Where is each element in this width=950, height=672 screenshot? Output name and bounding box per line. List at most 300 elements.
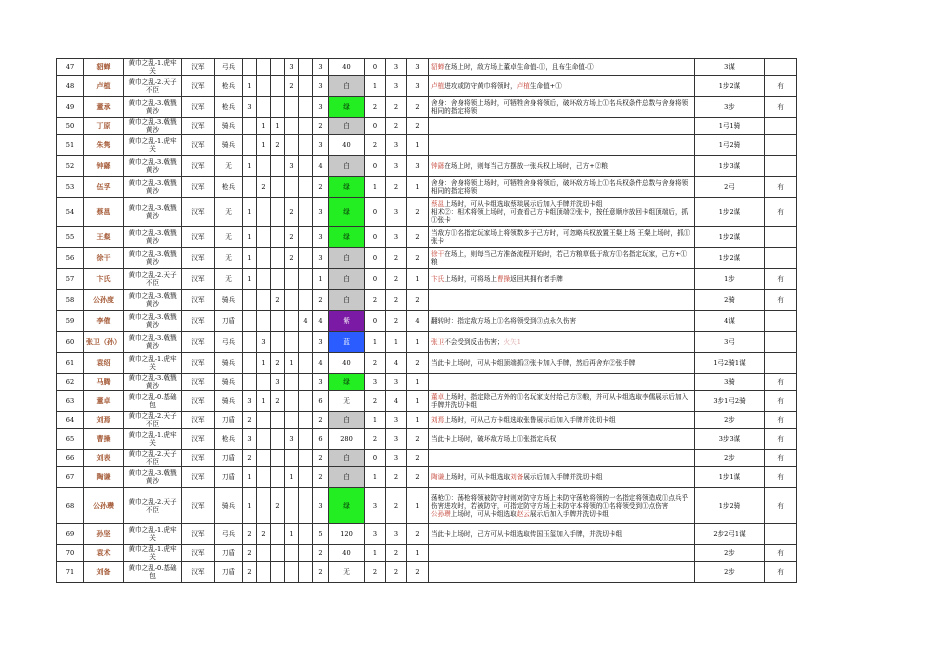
general-name: 刘备 (84, 562, 124, 583)
general-name: 卞氏 (84, 269, 124, 290)
cost-archer: 1 (257, 353, 271, 374)
cost-summary: 3谋 (695, 59, 765, 76)
stat-2: 2 (386, 177, 407, 198)
attack-value: 3 (313, 198, 329, 227)
stat-2: 2 (386, 97, 407, 118)
stat-3: 3 (407, 76, 429, 97)
availability-mark (765, 524, 797, 545)
stat-2: 2 (386, 488, 407, 524)
skill-segment: 展示后加入手牌并洗切卡组 (523, 473, 603, 481)
skill-text (429, 290, 695, 311)
cost-summary: 1弓2骑1谋 (695, 353, 765, 374)
stat-1: 2 (365, 562, 386, 583)
cost-archer (257, 97, 271, 118)
stat-1: 0 (365, 118, 386, 135)
stat-3: 2 (407, 198, 429, 227)
cost-archer (257, 450, 271, 467)
skill-text (429, 562, 695, 583)
cost-infantry: 2 (243, 412, 257, 429)
stat-1: 2 (365, 97, 386, 118)
attack-value: 2 (313, 177, 329, 198)
skill-segment: 在场上时，则每当己方摆放一张兵权上场时，己方+②粮 (444, 162, 608, 170)
table-row (57, 429, 797, 450)
skill-segment: 上场时，可从己方卡组选取张鲁展示后加入手牌并洗切卡组 (444, 416, 616, 424)
table-row (57, 97, 797, 118)
color-cell: 120 (329, 524, 365, 545)
stat-3: 2 (407, 450, 429, 467)
unit-type: 刀盾 (215, 545, 243, 562)
stat-1: 2 (365, 429, 386, 450)
table-row (57, 177, 797, 198)
cost-summary: 1步2骑 (695, 488, 765, 524)
color-cell: 白 (329, 118, 365, 135)
availability-mark: 有 (765, 412, 797, 429)
stat-1: 2 (365, 290, 386, 311)
cost-summary: 3步1弓2骑 (695, 391, 765, 412)
stat-3: 1 (407, 177, 429, 198)
stat-1: 0 (365, 156, 386, 177)
cost-strategy (285, 118, 299, 135)
cost-archer (257, 248, 271, 269)
cost-strategy: 2 (285, 248, 299, 269)
stat-3: 1 (407, 374, 429, 391)
cost-archer (257, 467, 271, 488)
faction-cell: 汉军 (182, 353, 215, 374)
color-cell: 绿 (329, 177, 365, 198)
cost-archer (257, 374, 271, 391)
attack-value: 3 (313, 227, 329, 248)
stat-1: 2 (365, 353, 386, 374)
unit-type: 无 (215, 227, 243, 248)
stat-3: 1 (407, 332, 429, 353)
row-number: 49 (57, 97, 84, 118)
stat-1: 1 (365, 467, 386, 488)
general-name: 董卓 (84, 391, 124, 412)
color-cell: 40 (329, 353, 365, 374)
cost-cavalry (271, 311, 285, 332)
cost-other (299, 412, 313, 429)
attack-value: 2 (313, 467, 329, 488)
stat-3: 2 (407, 524, 429, 545)
availability-mark: 有 (765, 269, 797, 290)
cost-archer (257, 311, 271, 332)
cost-strategy (285, 562, 299, 583)
attack-value: 6 (313, 391, 329, 412)
cost-summary: 2步 (695, 545, 765, 562)
cost-other (299, 374, 313, 391)
pack-name: 黄巾之乱-3.戟戮黄沙 (124, 290, 182, 311)
row-number: 61 (57, 353, 84, 374)
stat-1: 0 (365, 227, 386, 248)
color-cell: 40 (329, 135, 365, 156)
availability-mark: 有 (765, 450, 797, 467)
skill-segment: 不会受到反击伤害； (444, 338, 504, 346)
skill-text (429, 332, 695, 353)
pack-name: 黄巾之乱-3.戟戮黄沙 (124, 177, 182, 198)
general-name: 刘焉 (84, 412, 124, 429)
cost-cavalry (271, 545, 285, 562)
faction-cell: 汉军 (182, 429, 215, 450)
general-name: 曹操 (84, 429, 124, 450)
general-name: 卢植 (84, 76, 124, 97)
stat-2: 2 (386, 269, 407, 290)
table-row (57, 562, 797, 583)
attack-value: 2 (313, 412, 329, 429)
stat-1: 0 (365, 450, 386, 467)
cost-archer: 1 (257, 391, 271, 412)
stat-3: 1 (407, 412, 429, 429)
pack-name: 黄巾之乱-3.戟戮黄沙 (124, 332, 182, 353)
attack-value: 1 (313, 269, 329, 290)
skill-segment: 卢植 (431, 82, 445, 90)
skill-segment: 荡枪①：荡枪将领被防守时则对防守方场上未防守荡枪将领的一名指定将领造成①点兵乎伤害进攻时，若被防守，可指定防守方场上未防守本将领的①名将领受到①点伤害 (431, 493, 689, 510)
cost-archer: 1 (257, 118, 271, 135)
skill-segment: 张卫 (431, 338, 445, 346)
stat-1: 1 (365, 412, 386, 429)
stat-2: 3 (386, 135, 407, 156)
attack-value: 4 (313, 311, 329, 332)
cost-cavalry: 2 (271, 353, 285, 374)
stat-2: 2 (386, 545, 407, 562)
table-row (57, 290, 797, 311)
faction-cell: 汉军 (182, 524, 215, 545)
cost-summary: 3步 (695, 97, 765, 118)
stat-1: 1 (365, 545, 386, 562)
stat-2: 3 (386, 524, 407, 545)
pack-name: 黄巾之乱-1.虎牢关 (124, 59, 182, 76)
stat-1: 0 (365, 248, 386, 269)
stat-3: 3 (407, 59, 429, 76)
cost-archer (257, 562, 271, 583)
pack-name: 黄巾之乱-3.戟戮黄沙 (124, 374, 182, 391)
color-cell: 白 (329, 412, 365, 429)
availability-mark (765, 311, 797, 332)
attack-value: 2 (313, 450, 329, 467)
availability-mark (765, 353, 797, 374)
cost-strategy (285, 545, 299, 562)
availability-mark: 有 (765, 290, 797, 311)
general-name: 丁原 (84, 118, 124, 135)
cost-other (299, 524, 313, 545)
stat-3: 2 (407, 118, 429, 135)
cost-summary: 1步2谋 (695, 248, 765, 269)
skill-text (429, 545, 695, 562)
row-number: 53 (57, 177, 84, 198)
table-row (57, 269, 797, 290)
cost-archer (257, 488, 271, 524)
pack-name: 黄巾之乱-0.基础包 (124, 562, 182, 583)
skill-segment: 貂蝉 (431, 63, 445, 71)
stat-2: 3 (386, 412, 407, 429)
cost-infantry (243, 177, 257, 198)
availability-mark: 有 (765, 374, 797, 391)
cost-strategy (285, 374, 299, 391)
cost-strategy: 1 (285, 353, 299, 374)
color-cell: 紫 (329, 311, 365, 332)
row-number: 63 (57, 391, 84, 412)
color-cell: 白 (329, 269, 365, 290)
stat-2: 2 (386, 311, 407, 332)
cost-archer (257, 290, 271, 311)
cost-infantry: 1 (243, 269, 257, 290)
pack-name: 黄巾之乱-3.戟戮黄沙 (124, 156, 182, 177)
unit-type: 骑兵 (215, 353, 243, 374)
color-cell: 40 (329, 59, 365, 76)
pack-name: 黄巾之乱-3.戟戮黄沙 (124, 311, 182, 332)
cost-strategy (285, 412, 299, 429)
color-cell: 白 (329, 290, 365, 311)
faction-cell: 汉军 (182, 488, 215, 524)
row-number: 69 (57, 524, 84, 545)
stat-3: 2 (407, 248, 429, 269)
cost-cavalry: 3 (271, 374, 285, 391)
row-number: 50 (57, 118, 84, 135)
cost-summary: 4谋 (695, 311, 765, 332)
unit-type: 枪兵 (215, 177, 243, 198)
attack-value: 2 (313, 545, 329, 562)
general-name: 公孙度 (84, 290, 124, 311)
unit-type: 枪兵 (215, 76, 243, 97)
skill-text (429, 374, 695, 391)
stat-2: 4 (386, 353, 407, 374)
cost-summary: 2步 (695, 412, 765, 429)
general-name: 孙坚 (84, 524, 124, 545)
general-name: 伍孚 (84, 177, 124, 198)
skill-text (429, 488, 695, 524)
cost-strategy (285, 290, 299, 311)
faction-cell: 汉军 (182, 562, 215, 583)
cost-strategy (285, 97, 299, 118)
skill-text (429, 524, 695, 545)
cost-strategy (285, 269, 299, 290)
cost-cavalry (271, 76, 285, 97)
stat-1: 0 (365, 269, 386, 290)
stat-3: 2 (407, 429, 429, 450)
table-row (57, 198, 797, 227)
general-name: 马腾 (84, 374, 124, 391)
unit-type: 骑兵 (215, 374, 243, 391)
availability-mark: 有 (765, 76, 797, 97)
cost-infantry (243, 311, 257, 332)
color-cell: 白 (329, 76, 365, 97)
cost-archer: 2 (257, 524, 271, 545)
cost-cavalry (271, 156, 285, 177)
cost-cavalry (271, 59, 285, 76)
cost-other (299, 135, 313, 156)
color-cell: 绿 (329, 198, 365, 227)
cost-other (299, 227, 313, 248)
skill-text (429, 311, 695, 332)
stat-1: 0 (365, 311, 386, 332)
availability-mark: 有 (765, 467, 797, 488)
cost-archer: 3 (257, 332, 271, 353)
cost-summary: 1步1谋 (695, 467, 765, 488)
cost-archer: 1 (257, 135, 271, 156)
table-row (57, 118, 797, 135)
table-row (57, 467, 797, 488)
skill-text (429, 391, 695, 412)
availability-mark (765, 59, 797, 76)
skill-text (429, 353, 695, 374)
stat-3: 2 (407, 227, 429, 248)
table-row (57, 311, 797, 332)
attack-value: 5 (313, 524, 329, 545)
row-number: 48 (57, 76, 84, 97)
color-cell: 绿 (329, 374, 365, 391)
pack-name: 黄巾之乱-2.天子不臣 (124, 450, 182, 467)
general-name: 公孙瓒 (84, 488, 124, 524)
faction-cell: 汉军 (182, 467, 215, 488)
cost-infantry (243, 59, 257, 76)
stat-1: 3 (365, 488, 386, 524)
attack-value: 4 (313, 353, 329, 374)
pack-name: 黄巾之乱-1.虎牢关 (124, 353, 182, 374)
stat-2: 2 (386, 467, 407, 488)
cost-strategy: 2 (285, 227, 299, 248)
unit-type: 弓兵 (215, 59, 243, 76)
table-row (57, 332, 797, 353)
pack-name: 黄巾之乱-3.戟戮黄沙 (124, 467, 182, 488)
cost-cavalry (271, 269, 285, 290)
skill-segment: 上场时，指定除己方外的①名玩家支付给己方③粮，并可从卡组选取李儒展示后加入手牌并洗切卡组 (431, 393, 689, 409)
skill-text (429, 198, 695, 227)
faction-cell: 汉军 (182, 135, 215, 156)
cost-archer (257, 227, 271, 248)
cost-infantry: 3 (243, 429, 257, 450)
pack-name: 黄巾之乱-2.天子不臣 (124, 269, 182, 290)
cost-archer (257, 269, 271, 290)
cost-other (299, 332, 313, 353)
unit-type: 刀盾 (215, 311, 243, 332)
attack-value: 3 (313, 374, 329, 391)
skill-segment: 返回其拥有者手牌 (510, 275, 563, 283)
availability-mark (765, 332, 797, 353)
color-cell: 无 (329, 391, 365, 412)
row-number: 67 (57, 467, 84, 488)
pack-name: 黄巾之乱-2.天子不臣 (124, 412, 182, 429)
skill-segment: 舍身：舍身将领上场时，可牺牲舍身将领后，破坏敌方场上①名兵权条件总数与舍身将领相同的指定将领 (431, 99, 689, 115)
skill-segment: 卢植 (516, 82, 530, 90)
faction-cell: 汉军 (182, 269, 215, 290)
cost-other (299, 156, 313, 177)
skill-segment: 火矢1 (503, 338, 521, 346)
skill-segment: 当此卡上场时，破坏敌方场上①张指定兵权 (431, 435, 557, 443)
cost-other (299, 562, 313, 583)
skill-segment: 曹操 (496, 275, 511, 283)
skill-segment: 赵云 (516, 509, 530, 518)
general-name: 袁绍 (84, 353, 124, 374)
stat-1: 1 (365, 76, 386, 97)
pack-name: 黄巾之乱-3.戟戮黄沙 (124, 118, 182, 135)
table-row (57, 59, 797, 76)
pack-name: 黄巾之乱-2.天子不臣 (124, 76, 182, 97)
attack-value: 6 (313, 429, 329, 450)
cost-other (299, 467, 313, 488)
table-row (57, 412, 797, 429)
skill-text (429, 429, 695, 450)
cost-cavalry (271, 227, 285, 248)
row-number: 65 (57, 429, 84, 450)
availability-mark (765, 227, 797, 248)
table-row (57, 227, 797, 248)
general-name: 王粲 (84, 227, 124, 248)
stat-2: 2 (386, 118, 407, 135)
faction-cell: 汉军 (182, 248, 215, 269)
skill-segment: 展示后加入手牌并洗切卡组 (529, 509, 610, 518)
stat-2: 3 (386, 227, 407, 248)
pack-name: 黄巾之乱-3.戟戮黄沙 (124, 248, 182, 269)
skill-text (429, 135, 695, 156)
cost-other (299, 59, 313, 76)
cost-summary: 2步 (695, 562, 765, 583)
unit-type: 刀盾 (215, 450, 243, 467)
cost-summary: 2骑 (695, 290, 765, 311)
table-row (57, 545, 797, 562)
skill-text (429, 156, 695, 177)
unit-type: 骑兵 (215, 118, 243, 135)
attack-value: 3 (313, 488, 329, 524)
color-cell: 白 (329, 156, 365, 177)
cost-strategy: 2 (285, 198, 299, 227)
pack-name: 黄巾之乱-2.天子不臣 (124, 488, 182, 524)
skill-segment: 卞氏 (431, 275, 445, 283)
table-row (57, 135, 797, 156)
availability-mark (765, 156, 797, 177)
skill-text (429, 467, 695, 488)
unit-type: 无 (215, 156, 243, 177)
cost-infantry (243, 135, 257, 156)
skill-text (429, 97, 695, 118)
skill-segment: 当此卡上场时，可从卡组顶端抓③张卡加入手牌，然后再舍弃②张手牌 (431, 359, 636, 367)
cost-cavalry: 1 (271, 118, 285, 135)
stat-2: 2 (386, 290, 407, 311)
table-row (57, 248, 797, 269)
color-cell: 白 (329, 248, 365, 269)
cost-strategy (285, 135, 299, 156)
cost-archer (257, 156, 271, 177)
stat-1: 1 (365, 332, 386, 353)
skill-segment: 相术②：相术将领上场时，可查看己方卡组顶端②张卡，按任意顺序放回卡组顶端后，抓①张卡 (431, 208, 689, 224)
cost-summary: 2弓 (695, 177, 765, 198)
stat-2: 1 (386, 332, 407, 353)
faction-cell: 汉军 (182, 374, 215, 391)
row-number: 54 (57, 198, 84, 227)
cost-infantry: 2 (243, 450, 257, 467)
cost-summary: 1步3谋 (695, 156, 765, 177)
skill-segment: 舍身：舍身将领上场时，可牺牲舍身将领后，破坏敌方场上①名兵权条件总数与舍身将领相同的指定将领 (431, 179, 689, 195)
skill-segment: 生命值+① (529, 82, 562, 90)
availability-mark: 有 (765, 545, 797, 562)
pack-name: 黄巾之乱-3.戟戮黄沙 (124, 198, 182, 227)
cost-other: 4 (299, 311, 313, 332)
cost-other (299, 488, 313, 524)
skill-segment: 当敌方①名指定玩家场上将领数多于己方时，可忽略兵权放置王粲上场 王粲上场时，抓①张卡 (431, 229, 691, 245)
row-number: 57 (57, 269, 84, 290)
stat-1: 0 (365, 59, 386, 76)
attack-value: 3 (313, 76, 329, 97)
unit-type: 枪兵 (215, 429, 243, 450)
stat-2: 3 (386, 374, 407, 391)
general-name: 袁术 (84, 545, 124, 562)
stat-3: 1 (407, 488, 429, 524)
skill-text (429, 248, 695, 269)
general-name: 貂蝉 (84, 59, 124, 76)
cost-archer (257, 59, 271, 76)
stat-1: 1 (365, 177, 386, 198)
skill-segment: 上场时，可从卡组选取 (450, 509, 517, 518)
unit-type: 弓兵 (215, 524, 243, 545)
cost-cavalry: 2 (271, 391, 285, 412)
